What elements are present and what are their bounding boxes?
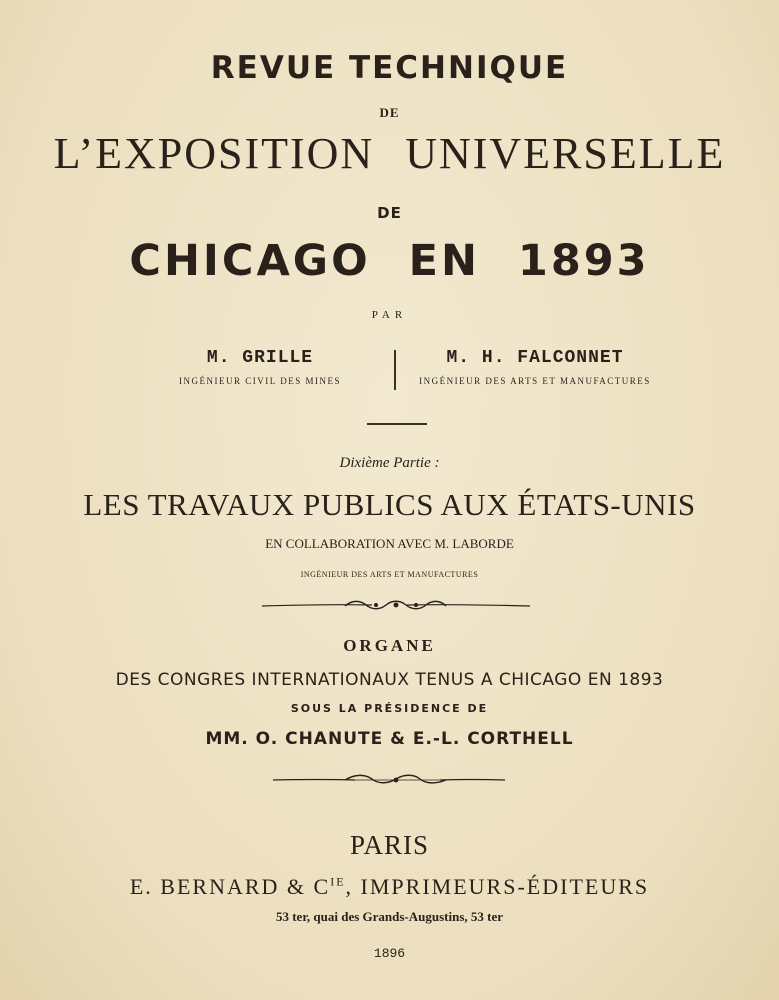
author-name: M. GRILLE [206,348,314,368]
organ-heading: ORGANE [343,636,436,655]
author-grille [140,348,380,386]
author-divider [394,350,396,390]
title-connector-de: DE [379,105,400,120]
ornament-divider-top [0,598,779,612]
author-role: INGÉNIEUR CIVIL DES MINES [179,376,341,386]
part-title: LES TRAVAUX PUBLICS AUX ÉTATS-UNIS [83,487,696,522]
congress-line: DES CONGRES INTERNATIONAUX TENUS A CHICAGO EN 1893 [115,670,664,690]
publisher-address: 53 ter, quai des Grands-Augustins, 53 ter [275,909,504,924]
presidents-line: MM. O. CHANUTE & E.-L. CORTHELL [205,729,574,749]
publisher-city: PARIS [349,830,430,860]
presidency-line: SOUS LA PRÉSIDENCE DE [290,702,489,715]
ornament-divider-bottom [0,773,779,787]
publication-year: 1896 [373,946,406,961]
collaboration-line: EN COLLABORATION AVEC M. LABORDE [265,536,514,551]
publisher-name-post: , IMPRIMEURS-ÉDITEURS [345,874,650,899]
by-label: PAR [371,309,408,321]
collaborator-role: INGÉNIEUR DES ARTS ET MANUFACTURES [300,570,479,579]
chicago-title: CHICAGO EN 1893 [129,236,650,286]
journal-title: REVUE TECHNIQUE [210,50,569,86]
author-name: M. H. FALCONNET [446,348,624,368]
publisher-name [0,874,779,900]
exposition-title: L’EXPOSITION UNIVERSELLE [53,129,726,178]
short-rule [367,423,427,425]
title-connector-de-2: DE [377,204,402,222]
publisher-name-pre: E. BERNARD & C [129,874,331,899]
publisher-name-sup: IE [330,874,346,889]
author-role: INGÉNIEUR DES ARTS ET MANUFACTURES [419,376,651,386]
part-label: Dixième Partie : [339,455,440,471]
author-falconnet [410,348,660,386]
